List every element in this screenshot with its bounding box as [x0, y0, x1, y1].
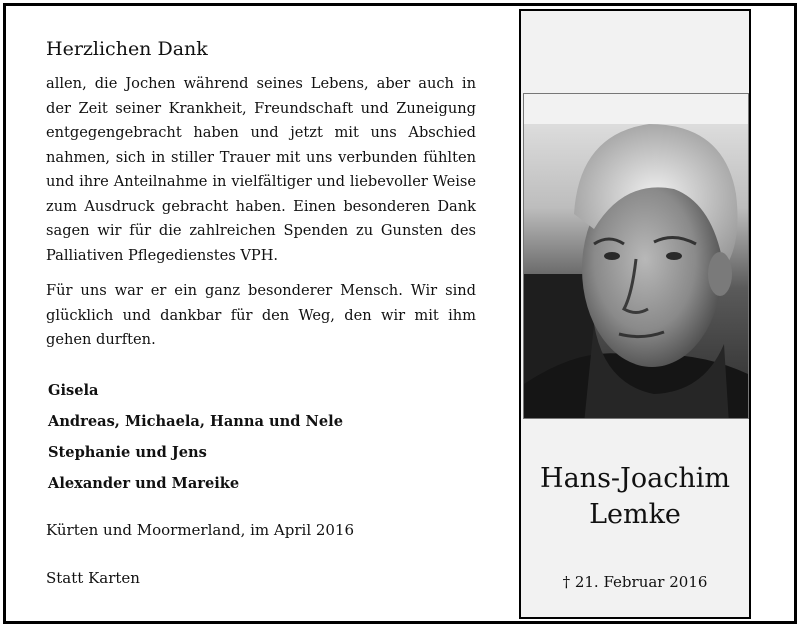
deceased-first-name: Hans-Joachim: [540, 463, 730, 494]
obituary-card: [3, 3, 797, 624]
family-name-line: Stephanie und Jens: [48, 443, 207, 461]
deceased-last-name: Lemke: [589, 499, 681, 530]
death-date: † 21. Februar 2016: [562, 573, 708, 591]
family-name-line: Andreas, Michaela, Hanna und Nele: [48, 412, 344, 430]
family-names: [46, 375, 476, 499]
statt-karten: Statt Karten: [46, 568, 140, 587]
thanks-section: [46, 38, 476, 587]
tribute-paragraph: Für uns war er ein ganz besonderer Mensch. Wir sind glücklich und dankbar für den Weg, den wir mit ihm gehen durften.: [46, 282, 476, 348]
portrait-photo: [523, 93, 749, 419]
deceased-name: [521, 461, 749, 533]
thanks-paragraph: allen, die Jochen während seines Lebens, aber auch in der Zeit seiner Krankheit, Freundschaft und Zuneigung entgegengebracht haben und jetzt mit uns Abschied nahmen, sich in stiller Trauer mit uns verbunden fühlten und ihre Anteilnahme in vielfältiger und liebevoller Weise zum Ausdruck gebracht haben. Einen besonderen Dank sagen wir für die zahlreichen Spenden zu Gunsten des Palliativen Pflegedienstes VPH.: [46, 75, 476, 264]
memorial-panel: [519, 9, 751, 619]
family-name-line: Gisela: [48, 381, 99, 399]
family-name-line: Alexander und Mareike: [48, 474, 240, 492]
portrait-illustration: [524, 94, 748, 418]
place-date: Kürten und Moormerland, im April 2016: [46, 520, 355, 539]
thanks-heading: Herzlichen Dank: [46, 38, 208, 60]
